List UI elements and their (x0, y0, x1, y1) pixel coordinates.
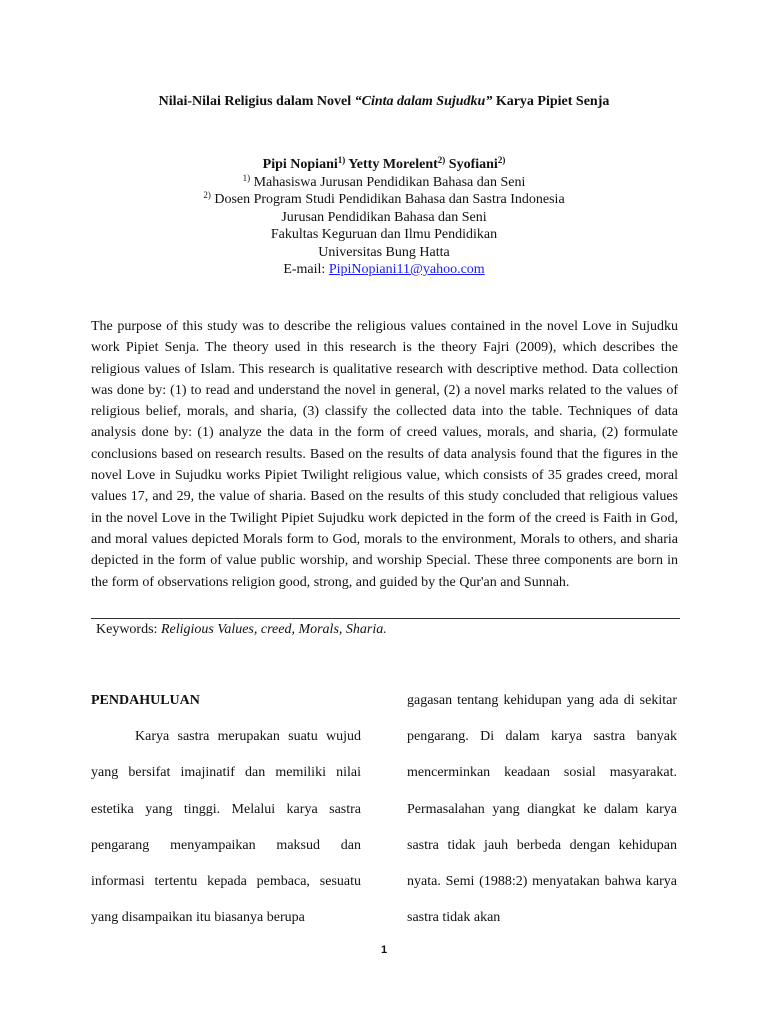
body-paragraph-right: gagasan tentang kehidupan yang ada di sekitar pengarang. Di dalam karya sastra banyak mencerminkan keadaan sosial masyarakat. Permasalahan yang diangkat ke dalam karya sastra tidak jauh berbeda dengan kehidupan nyata. Semi (1988:2) menyatakan bahwa karya sastra tidak akan (407, 693, 677, 926)
affiliation-faculty: Fakultas Keguruan dan Ilmu Pendidikan (270, 227, 498, 242)
author-2-affiliation-mark: 2) (437, 155, 446, 165)
title-novel-name: “Cinta dalam Sujudku” (354, 94, 493, 109)
abstract: The purpose of this study was to describe the religious values contained in the novel Love in Sujudku work Pipiet Senja. The theory used in this research is the theory Fajri (2009), which describes the religious values of Islam. This research is qualitative research with descriptive method. Data collection was done by: (1) to read and understand the novel in general, (2) a novel marks related to the values of religious belief, morals, and sharia, (3) classify the collected data into the table. Techniques of data analysis done by: (1) analyze the data in the form of creed values, morals, and sharia, (2) formulate conclusions based on research results. Based on the results of data analysis found that the figures in the novel Love in Sujudku works Pipiet Twilight religious value, which consists of 35 grades creed, moral values 17, and 29, the value of sharia. Based on the results of this study concluded that religious values in the novel Love in the Twilight Pipiet Sujudku work depicted in the form of the creed is Faith in God, and moral values depicted Morals form to God, morals to the environment, Morals to others, and sharia depicted in the form of value public worship, and worship Special. These three components are born in the form of observations religion good, strong, and guided by the Qur'an and Sunnah. (91, 319, 678, 590)
affiliation-2 (0, 191, 768, 209)
title-text-1: Nilai-Nilai Religius dalam Novel (158, 94, 355, 109)
keywords (96, 621, 387, 639)
body-column-left (91, 683, 361, 936)
author-1-affiliation-mark: 1) (337, 155, 346, 165)
email-line (0, 261, 768, 279)
affiliation-university: Universitas Bung Hatta (318, 244, 450, 260)
affiliation-2-mark: 2) (203, 190, 211, 200)
author-1: Pipi Nopiani (262, 157, 338, 172)
author-names (0, 156, 768, 174)
affiliation-2-text: Dosen Program Studi Pendidikan Bahasa dan Sastra Indonesia (210, 192, 565, 207)
author-block (0, 156, 768, 279)
body-column-right (407, 683, 677, 936)
email-link[interactable]: PipiNopiani11@yahoo.com (328, 262, 485, 277)
keywords-values: Religious Values, creed, Morals, Sharia. (160, 622, 387, 637)
affiliation-department: Jurusan Pendidikan Bahasa dan Seni (281, 209, 487, 225)
paper-title (0, 93, 768, 111)
author-2: Yetty Morelent (345, 157, 438, 172)
abstract-divider (91, 618, 680, 619)
author-3: Syofiani (445, 157, 498, 172)
title-text-2: Karya Pipiet Senja (492, 94, 610, 109)
page-number: 1 (380, 944, 388, 956)
keywords-label: Keywords: (96, 622, 161, 637)
section-heading: PENDAHULUAN (91, 693, 200, 708)
affiliation-1 (0, 174, 768, 192)
body-paragraph-left: Karya sastra merupakan suatu wujud yang bersifat imajinatif dan memiliki nilai estetika yang tinggi. Melalui karya sastra pengarang menyampaikan maksud dan informasi tertentu kepada pembaca, sesuatu yang disampaikan itu biasanya berupa (91, 729, 361, 926)
affiliation-1-text: Mahasiswa Jurusan Pendidikan Bahasa dan Seni (250, 174, 526, 190)
affiliation-1-mark: 1) (242, 172, 251, 183)
author-3-affiliation-mark: 2) (497, 155, 506, 165)
email-label: E-mail: (283, 262, 329, 277)
